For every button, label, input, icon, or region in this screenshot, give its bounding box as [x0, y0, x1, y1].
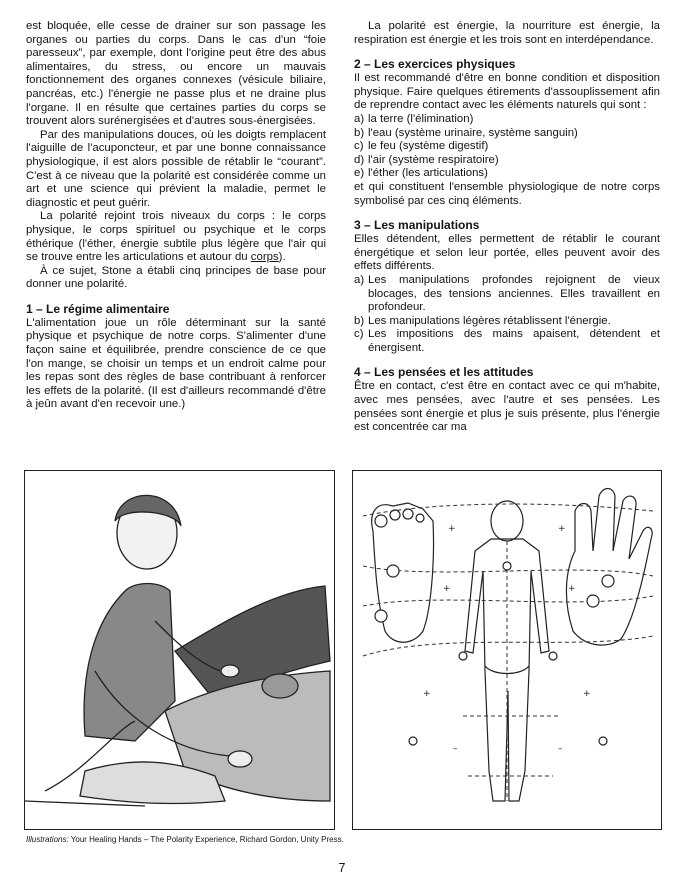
paragraph-energy-blocked: est bloquée, elle cesse de drainer sur son passage les organes ou parties du corps. Dans le cas d'un “foie paresseux”, par exemple, dont l'origine peut être des abus alimentaires, du stress, ou encore un mauvais fonctionnement des organes connexes (vésicule biliaire, pancréas, etc.) l'énergie ne passe plus et ne draine plus l'organe. Il en résulte que certaines parties du corps se trouvent alors surénergisées et d'autres sous-énergisées. [26, 20, 326, 128]
right-column [354, 20, 660, 435]
section-3-intro: Elles détendent, elles permettent de rétablir le courant énergétique et selon leur portée, elles peuvent avoir des effets différents. [354, 233, 660, 273]
list-item: e) l'éther (les articulations) [354, 167, 488, 180]
svg-text:–: – [453, 744, 458, 754]
list-item: a) la terre (l'élimination) [354, 112, 474, 125]
underlined-word: corps [250, 251, 279, 264]
left-column [26, 20, 326, 412]
list-item: c) le feu (système digestif) [354, 140, 489, 153]
caption-label: Illustrations: [26, 835, 69, 844]
svg-text:+: + [443, 584, 451, 594]
section-1-text: L'alimentation joue un rôle déterminant sur la santé physique et psychique de notre corps. S'alimenter d'une façon saine et équilibrée, prendre conscience de ce que l'on mange, se choisir un temps et un endroit calme pour les repas sont des règles de base contribuant à renforcer les effets de la polarité. (Il est d'ailleurs recommandé d'être à jeûn avant d'en recevoir une.) [26, 316, 326, 411]
list-item: b) Les manipulations légères rétablissent l'énergie. [354, 314, 611, 327]
svg-text:+: + [558, 524, 566, 534]
section-2-outro: et qui constituent l'ensemble physiologique de notre corps symbolisé par ces cinq éléments. [354, 180, 660, 207]
paragraph-polarity-energy: La polarité est énergie, la nourriture est énergie, la respiration est énergie et les trois sont en interdépendance. [354, 20, 660, 46]
treatment-drawing [25, 471, 334, 829]
illustration-polarity-chart [352, 470, 662, 830]
page-number: 7 [338, 861, 346, 875]
list-item: a) Les manipulations profondes rejoignent de vieux blocages, des tensions anciennes. Elles travaillent en profondeur. [354, 273, 660, 314]
list-item: d) l'air (système respiratoire) [354, 153, 499, 166]
svg-text:+: + [568, 584, 576, 594]
section-4-text: Être en contact, c'est être en contact avec ce qui m'habite, avec mes pensées, avec l'autre et ses pensées. Les pensées sont énergie et plus je suis présente, plus l'énergie est concentrée car ma [354, 380, 660, 434]
section-1-heading: 1 – Le régime alimentaire [26, 301, 170, 316]
svg-text:–: – [558, 744, 563, 754]
list-item: c) Les impositions des mains apaisent, détendent et énergisent. [354, 328, 660, 354]
illustration-caption [26, 835, 344, 845]
paragraph-manipulations-intro: Par des manipulations douces, où les doigts remplacent l'aiguille de l'acuponcteur, et par une bonne connaissance physiologique, il est alors possible de rétablir le “courant”. C'est à ce niveau que la polarité est considérée comme un art et une science qui prévient la maladie, permet le diagnostic et peut guérir. [26, 128, 326, 209]
svg-text:+: + [583, 689, 591, 699]
section-3-heading: 3 – Les manipulations [354, 218, 480, 233]
caption-text: Your Healing Hands – The Polarity Experience, Richard Gordon, Unity Press. [70, 835, 344, 844]
elements-list [354, 113, 660, 181]
svg-text:+: + [423, 689, 431, 699]
section-2-intro: Il est recommandé d'être en bonne condition et disposition physique. Faire quelques étirements d'assouplissement afin de reprendre contact avec les éléments naturels qui sont : [354, 72, 660, 112]
paragraph-three-levels [26, 210, 326, 264]
three-levels-text: La polarité rejoint trois niveaux du corps : le corps physique, le corps spirituel ou psychique et le corps éthérique (l'éther, énergie subtile plus légère que l'air qui se trouve entre les articulations et autour du [26, 210, 326, 264]
polarity-chart-drawing [353, 471, 661, 829]
paragraph-five-principles: À ce sujet, Stone a établi cinq principes de base pour donner une polarité. [26, 264, 326, 291]
list-item: b) l'eau (système urinaire, système sanguin) [354, 126, 578, 139]
section-2-heading: 2 – Les exercices physiques [354, 57, 516, 72]
three-levels-end: ). [278, 251, 286, 264]
svg-text:+: + [448, 524, 456, 534]
manipulations-list [354, 274, 660, 356]
illustration-treatment [24, 470, 335, 830]
section-4-heading: 4 – Les pensées et les attitudes [354, 365, 534, 380]
